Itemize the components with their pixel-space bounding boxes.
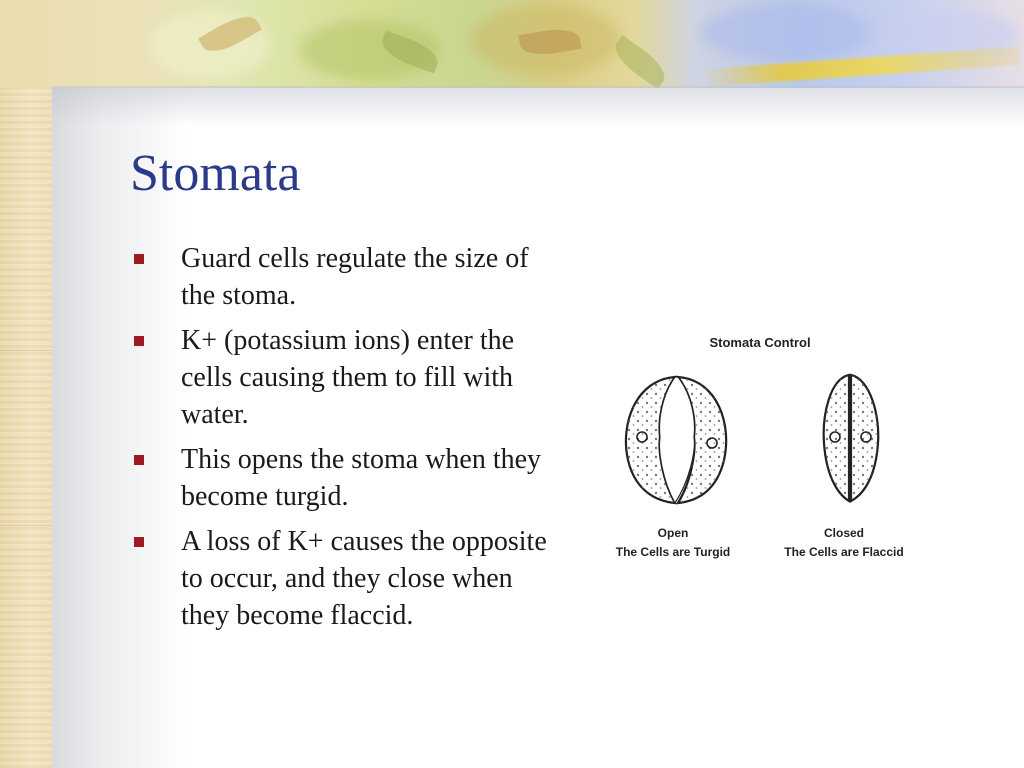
- slide-title: Stomata: [130, 145, 301, 202]
- top-decorative-banner: [0, 0, 1024, 88]
- open-state-label: Open: [657, 526, 689, 540]
- bullet-item: [130, 523, 550, 634]
- bullet-item: [130, 240, 550, 314]
- stomata-illustration: [600, 365, 920, 515]
- strip-seam: [0, 525, 52, 526]
- bullet-item: [130, 322, 550, 433]
- closed-state-label: Closed: [823, 526, 864, 540]
- banner-shadow: [52, 86, 1024, 126]
- bullet-list: [130, 240, 550, 642]
- bullet-text: Guard cells regulate the size of the stoma.: [181, 243, 529, 311]
- closed-description: The Cells are Flaccid: [784, 545, 904, 559]
- bullet-text: A loss of K+ causes the opposite to occur, and they close when they become flaccid.: [181, 526, 547, 631]
- bullet-marker-icon: [134, 336, 144, 346]
- left-decorative-strip: [0, 0, 52, 768]
- open-description: The Cells are Turgid: [615, 545, 731, 559]
- figure-title: Stomata Control: [709, 335, 811, 350]
- open-caption: [598, 524, 748, 562]
- stomata-figure: [600, 325, 920, 590]
- bullet-marker-icon: [134, 455, 144, 465]
- open-stoma-icon: [626, 377, 726, 503]
- closed-stoma-icon: [824, 375, 879, 501]
- closed-caption: [769, 524, 919, 562]
- bullet-marker-icon: [134, 537, 144, 547]
- bullet-marker-icon: [134, 254, 144, 264]
- bullet-text: K+ (potassium ions) enter the cells causing them to fill with water.: [181, 325, 515, 430]
- strip-seam: [0, 350, 52, 351]
- bullet-item: [130, 441, 550, 515]
- bullet-text: This opens the stoma when they become turgid.: [181, 444, 542, 512]
